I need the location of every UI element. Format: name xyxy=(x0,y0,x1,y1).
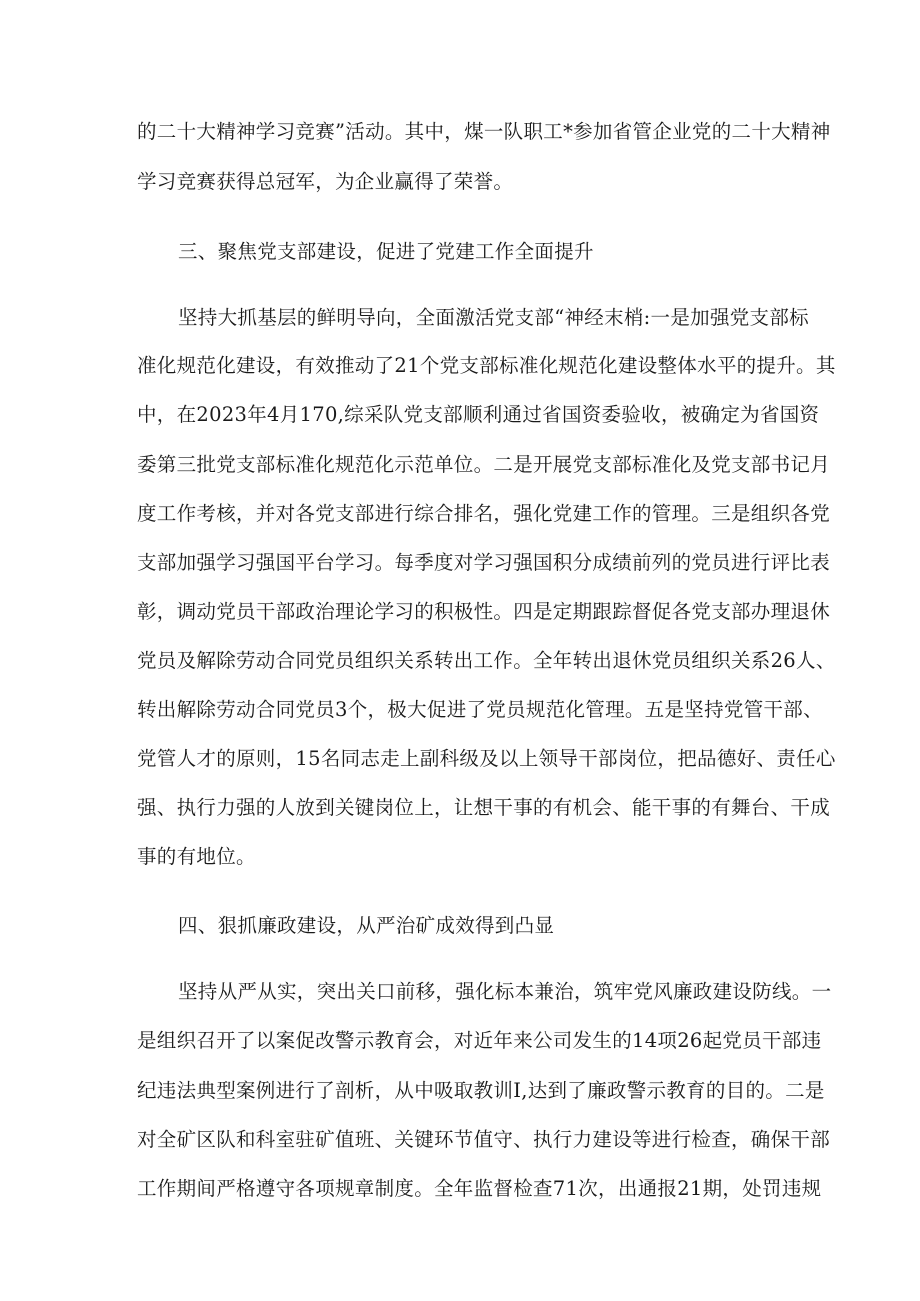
section-heading: 三、聚焦党支部建设，促进了党建工作全面提升 xyxy=(178,240,594,263)
body-line: 党员及解除劳动合同党员组织关系转出工作。全年转出退休党员组织关系26人、 xyxy=(137,649,836,672)
body-line: 纪违法典型案例进行了剖析，从中吸取教训I,达到了廉政警示教育的目的。二是 xyxy=(137,1079,825,1102)
body-line: 坚持大抓基层的鲜明导向，全面激活党支部“神经末梢:一是加强党支部标 xyxy=(178,306,809,329)
body-line: 是组织召开了以案促改警示教育会，对近年来公司发生的14项26起党员干部违 xyxy=(137,1029,822,1052)
body-line: 支部加强学习强国平台学习。每季度对学习强国积分成绩前列的党员进行评比表 xyxy=(137,551,831,574)
body-line: 对全矿区队和科室驻矿值班、关键环节值守、执行力建设等进行检查，确保干部 xyxy=(137,1128,831,1151)
body-line: 坚持从严从实，突出关口前移，强化标本兼治，筑牢党风廉政建设防线。一 xyxy=(178,980,832,1003)
body-line: 准化规范化建设，有效推动了21个党支部标准化规范化建设整体水平的提升。其 xyxy=(137,354,836,377)
body-line: 委第三批党支部标准化规范化示范单位。二是开展党支部标准化及党支部书记月 xyxy=(137,453,831,476)
body-line: 度工作考核，并对各党支部进行综合排名，强化党建工作的管理。三是组织各党 xyxy=(137,502,831,525)
body-line: 学习竞赛获得总冠军，为企业赢得了荣誉。 xyxy=(137,170,514,193)
body-line: 工作期间严格遵守各项规章制度。全年监督检查71次，出通报21期，处罚违规 xyxy=(137,1177,822,1200)
body-line: 中，在2023年4月170,综采队党支部顺利通过省国资委验收，被确定为省国资 xyxy=(137,403,820,426)
body-line: 转出解除劳动合同党员3个，极大促进了党员规范化管理。五是坚持党管干部、 xyxy=(137,698,823,721)
body-line: 事的有地位。 xyxy=(137,845,256,868)
body-line: 彰，调动党员干部政治理论学习的积极性。四是定期跟踪督促各党支部办理退休 xyxy=(137,600,831,623)
body-line: 的二十大精神学习竞赛”活动。其中，煤一队职工*参加省管企业党的二十大精神 xyxy=(137,120,831,143)
section-heading: 四、狠抓廉政建设，从严治矿成效得到凸显 xyxy=(178,914,555,937)
body-line: 党管人才的原则，15名同志走上副科级及以上领导干部岗位，把品德好、责任心 xyxy=(137,747,836,770)
body-line: 强、执行力强的人放到关键岗位上，让想干事的有机会、能干事的有舞台、干成 xyxy=(137,796,831,819)
